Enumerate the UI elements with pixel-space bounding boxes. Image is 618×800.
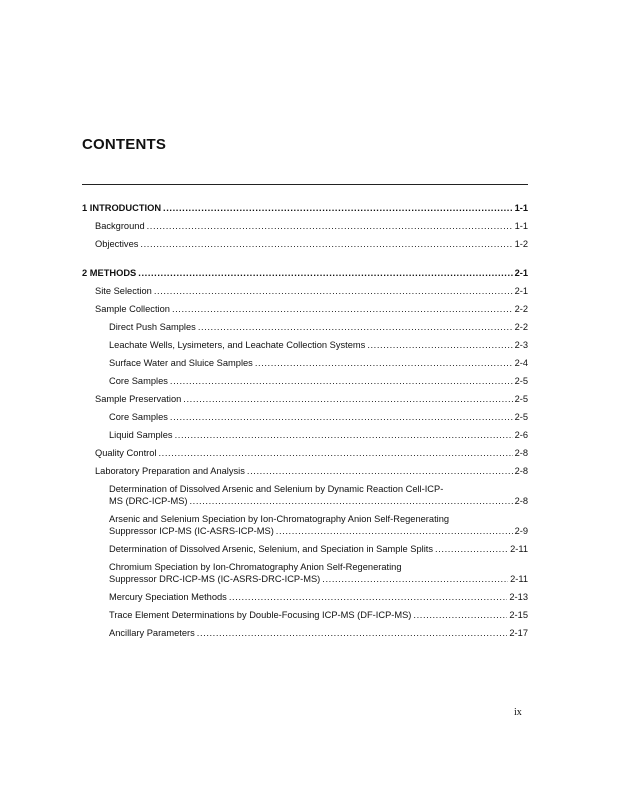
toc-entry-label: Quality Control (95, 448, 157, 458)
toc-page-number: 2-2 (514, 322, 528, 332)
toc-entry-sample-preservation[interactable] (82, 393, 528, 405)
toc-entry-label: Arsenic and Selenium Speciation by Ion-Chromatography Anion Self-Regenerating (109, 514, 450, 524)
toc-entry-label-continued: MS (DRC-ICP-MS) (109, 496, 188, 506)
toc-page-number: 2-9 (514, 526, 528, 536)
toc-entry-surface-water[interactable] (82, 357, 528, 369)
toc-page-number: 2-4 (514, 358, 528, 368)
toc-entry-label: Objectives (95, 239, 139, 249)
toc-entry-label-continued: Suppressor ICP-MS (IC-ASRS-ICP-MS) (109, 526, 274, 536)
page-title: CONTENTS (82, 136, 167, 153)
toc-entry-label: Laboratory Preparation and Analysis (95, 466, 245, 476)
toc-entry-label: Sample Collection (95, 304, 170, 314)
toc-entry-label: Chromium Speciation by Ion-Chromatography Anion Self-Regenerating (109, 562, 402, 572)
table-of-contents (82, 202, 528, 639)
dot-leader (163, 202, 513, 214)
toc-entry-label: Ancillary Parameters (109, 628, 195, 638)
toc-entry-objectives[interactable] (82, 238, 528, 250)
toc-entry-label: Liquid Samples (109, 430, 173, 440)
toc-entry-label: Leachate Wells, Lysimeters, and Leachate Collection Systems (109, 340, 366, 350)
toc-entry-label: Sample Preservation (95, 394, 182, 404)
title-rule (82, 184, 528, 185)
dot-leader (190, 495, 513, 507)
toc-entry-label: Determination of Dissolved Arsenic, Selenium, and Speciation in Sample Splits (109, 544, 434, 554)
dot-leader (138, 267, 512, 279)
toc-entry-label-continued: Suppressor DRC-ICP-MS (IC-ASRS-DRC-ICP-MS) (109, 574, 321, 584)
toc-page-number: 2-11 (510, 574, 528, 584)
toc-entry-core-samples[interactable] (82, 411, 528, 423)
toc-page-number: 2-5 (514, 394, 528, 404)
dot-leader (367, 339, 512, 351)
toc-page-number: 2-8 (514, 466, 528, 476)
toc-page-number: 2-1 (514, 268, 528, 278)
toc-entry-label: Background (95, 221, 145, 231)
toc-entry-ic-asrs-icp-ms[interactable] (82, 513, 528, 537)
toc-entry-site-selection[interactable] (82, 285, 528, 297)
dot-leader (229, 591, 508, 603)
toc-page-number: 2-2 (514, 304, 528, 314)
dot-leader (322, 573, 508, 585)
toc-entry-ancillary-parameters[interactable] (82, 627, 528, 639)
toc-entry-label: Mercury Speciation Methods (109, 592, 227, 602)
toc-entry-label: Site Selection (95, 286, 152, 296)
toc-page-number: 2-6 (514, 430, 528, 440)
toc-entry-liquid-samples[interactable] (82, 429, 528, 441)
toc-entry-label: Direct Push Samples (109, 322, 196, 332)
toc-entry-drc-icp-ms[interactable] (82, 483, 528, 507)
toc-page-number: 2-1 (514, 286, 528, 296)
page-number: ix (514, 707, 522, 718)
toc-entry-trace-element[interactable] (82, 609, 528, 621)
toc-page-number: 2-15 (509, 610, 528, 620)
dot-leader (198, 321, 513, 333)
toc-page-number: 1-1 (514, 221, 528, 231)
dot-leader (435, 543, 508, 555)
toc-entry-label: 2 METHODS (82, 268, 137, 278)
toc-page-number: 2-5 (514, 412, 528, 422)
dot-leader (413, 609, 507, 621)
dot-leader (154, 285, 513, 297)
dot-leader (147, 220, 513, 232)
toc-chapter-methods[interactable] (82, 267, 528, 279)
dot-leader (140, 238, 512, 250)
dot-leader (255, 357, 513, 369)
dot-leader (183, 393, 512, 405)
toc-page-number: 2-13 (509, 592, 528, 602)
dot-leader (197, 627, 508, 639)
toc-entry-direct-push[interactable] (82, 321, 528, 333)
toc-page-number: 2-5 (514, 376, 528, 386)
dot-leader (170, 411, 513, 423)
toc-entry-mercury-speciation[interactable] (82, 591, 528, 603)
toc-entry-leachate[interactable] (82, 339, 528, 351)
toc-page-number: 2-11 (510, 544, 528, 554)
dot-leader (247, 465, 513, 477)
toc-page-number: 2-8 (514, 496, 528, 506)
toc-page-number: 1-1 (514, 203, 528, 213)
toc-entry-label: 1 INTRODUCTION (82, 203, 162, 213)
dot-leader (276, 525, 513, 537)
toc-page-number: 1-2 (514, 239, 528, 249)
toc-entry-sample-collection[interactable] (82, 303, 528, 315)
dot-leader (159, 447, 513, 459)
dot-leader (170, 375, 513, 387)
toc-page-number: 2-8 (514, 448, 528, 458)
dot-leader (172, 303, 513, 315)
toc-page-number: 2-3 (514, 340, 528, 350)
toc-entry-lab-preparation[interactable] (82, 465, 528, 477)
toc-entry-chromium-speciation[interactable] (82, 561, 528, 585)
toc-entry-label: Trace Element Determinations by Double-Focusing ICP-MS (DF-ICP-MS) (109, 610, 412, 620)
toc-entry-core-samples[interactable] (82, 375, 528, 387)
toc-entry-label: Core Samples (109, 376, 168, 386)
dot-leader (175, 429, 513, 441)
toc-entry-quality-control[interactable] (82, 447, 528, 459)
toc-chapter-introduction[interactable] (82, 202, 528, 214)
toc-entry-label: Determination of Dissolved Arsenic and Selenium by Dynamic Reaction Cell-ICP- (109, 484, 444, 494)
toc-entry-label: Core Samples (109, 412, 168, 422)
toc-entry-label: Surface Water and Sluice Samples (109, 358, 253, 368)
toc-entry-background[interactable] (82, 220, 528, 232)
toc-page-number: 2-17 (509, 628, 528, 638)
toc-entry-sample-splits[interactable] (82, 543, 528, 555)
